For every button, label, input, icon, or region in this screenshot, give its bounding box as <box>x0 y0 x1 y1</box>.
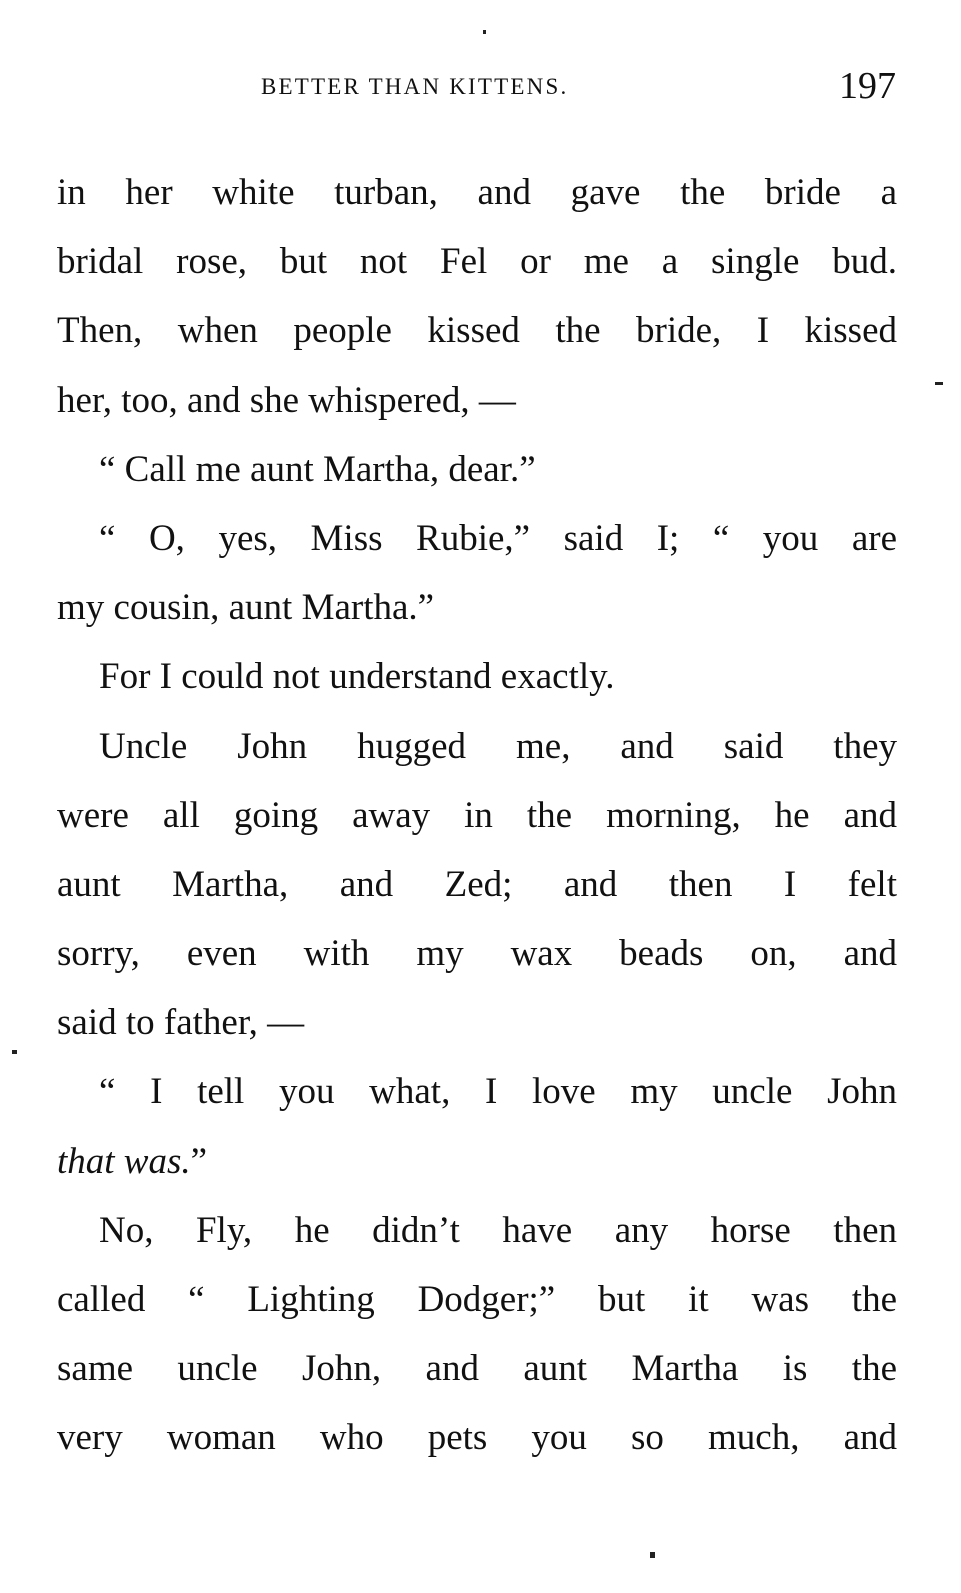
print-speck <box>650 1552 655 1558</box>
text-line: my cousin, aunt Martha.” <box>57 587 435 629</box>
text-line: very woman who pets you so much, and <box>57 1417 897 1459</box>
print-speck <box>483 30 486 34</box>
text-line: “ I tell you what, I love my uncle John <box>99 1071 897 1113</box>
text-line: were all going away in the morning, he and <box>57 794 897 836</box>
text-line <box>57 1127 897 1196</box>
text-line: Uncle John hugged me, and said they <box>99 725 897 767</box>
closing-quote: ” <box>190 1140 208 1182</box>
text-line: her, too, and she whispered, — <box>57 379 516 421</box>
print-speck <box>12 1050 17 1054</box>
text-line: sorry, even with my wax beads on, and <box>57 933 897 975</box>
text-line: called “ Lighting Dodger;” but it was the <box>57 1279 897 1320</box>
print-speck <box>935 382 943 385</box>
text-line: said to father, — <box>57 1002 305 1044</box>
text-line: aunt Martha, and Zed; and then I felt <box>57 863 897 905</box>
text-line: “ Call me aunt Martha, dear.” <box>99 448 536 490</box>
text-line: bridal rose, but not Fel or me a single bud. <box>57 241 897 283</box>
text-line: same uncle John, and aunt Martha is the <box>57 1348 897 1390</box>
running-head <box>56 64 898 108</box>
text-line: “ O, yes, Miss Rubie,” said I; “ you are <box>99 517 897 559</box>
text-line: Then, when people kissed the bride, I kissed <box>57 310 897 352</box>
text-line: For I could not understand exactly. <box>99 656 615 698</box>
text-line: No, Fly, he didn’t have any horse then <box>99 1209 897 1251</box>
body-text <box>57 158 897 1473</box>
page-number: 197 <box>839 65 896 107</box>
italic-text: that was. <box>57 1140 191 1182</box>
text-line: in her white turban, and gave the bride a <box>57 172 897 213</box>
running-title: BETTER THAN KITTENS. <box>261 74 569 99</box>
